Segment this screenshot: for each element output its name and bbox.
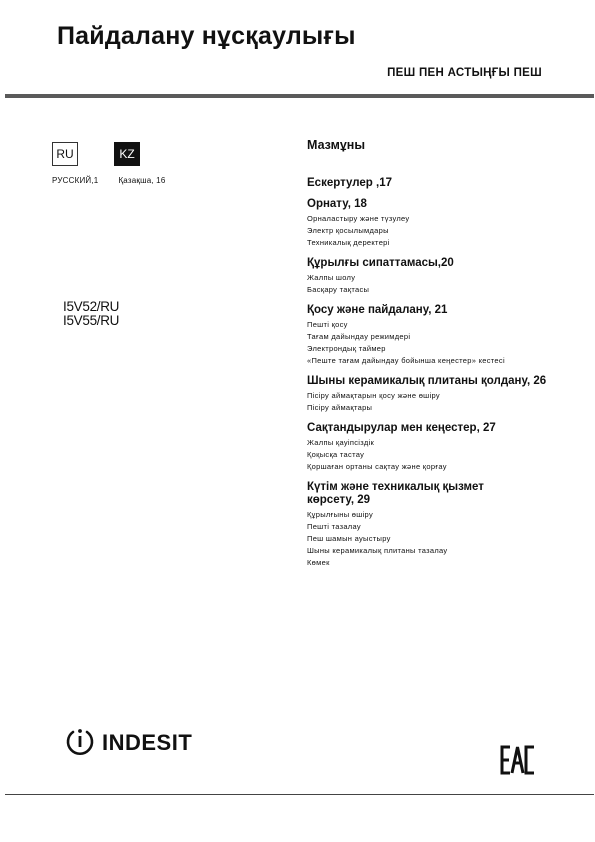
toc-section-title: Орнату, 18 — [307, 198, 367, 210]
toc-item: «Пеште тағам дайындау бойынша кеңестер» кестесі — [307, 356, 505, 365]
toc-item: Электрондық таймер — [307, 344, 386, 353]
toc-section — [307, 422, 557, 473]
toc-item: Пешті қосу — [307, 320, 348, 329]
toc-item: Электр қосылымдары — [307, 226, 389, 235]
toc-sections — [307, 177, 557, 569]
model-number: I5V52/RU — [63, 299, 120, 314]
toc-item: Тағам дайындау режимдері — [307, 332, 411, 341]
toc-section — [307, 198, 557, 249]
toc-item: Қоқысқа тастау — [307, 450, 365, 459]
toc-item: Жалпы қауіпсіздік — [307, 438, 375, 447]
toc-item: Құрылғыны өшіру — [307, 510, 373, 519]
toc-section — [307, 304, 557, 367]
indesit-power-logo-icon — [64, 725, 96, 762]
toc-section-title: Қосу және пайдалану, 21 — [307, 304, 448, 316]
model-number: I5V55/RU — [63, 313, 120, 328]
toc-section-title: Құрылғы сипаттамасы,20 — [307, 257, 454, 269]
table-of-contents — [307, 138, 557, 577]
toc-item: Шыны керамикалық плитаны тазалау — [307, 546, 448, 555]
toc-section — [307, 177, 557, 190]
toc-section-title: Ескертулер ,17 — [307, 177, 393, 189]
footer-divider — [5, 794, 594, 795]
language-ru-badge: RU — [52, 142, 78, 166]
header-divider — [5, 94, 594, 98]
toc-item: Жалпы шолу — [307, 273, 356, 282]
toc-item: Техникалық деректері — [307, 238, 390, 247]
toc-item: Орналастыру және түзулеу — [307, 214, 410, 223]
indesit-logo — [64, 727, 192, 759]
toc-item: Басқару тақтасы — [307, 285, 370, 294]
toc-section-title: Шыны керамикалық плитаны қолдану, 26 — [307, 375, 547, 387]
toc-item: Көмек — [307, 558, 330, 567]
toc-section-title: Күтім және техникалық қызмет көрсету, 29 — [307, 481, 484, 506]
toc-section — [307, 375, 557, 414]
toc-item: Пісіру аймақтары — [307, 403, 373, 412]
language-kz-label: Қазақша, 16 — [118, 176, 166, 185]
toc-item: Пісіру аймақтарын қосу және өшіру — [307, 391, 440, 400]
eac-mark-icon — [500, 745, 536, 780]
model-numbers — [63, 300, 119, 328]
toc-item: Пеш шамын ауыстыру — [307, 534, 391, 543]
toc-section — [307, 481, 557, 569]
language-labels — [52, 176, 166, 185]
language-kz-badge: KZ — [114, 142, 140, 166]
toc-section-title: Сақтандырулар мен кеңестер, 27 — [307, 422, 496, 434]
language-ru-label: РУССКИЙ,1 — [52, 176, 99, 185]
toc-item: Пешті тазалау — [307, 522, 361, 531]
brand-name: INDESIT — [102, 730, 193, 755]
toc-heading: Мазмұны — [307, 138, 365, 152]
page-title: Пайдалану нұсқаулығы — [57, 22, 356, 50]
toc-item: Қоршаған ортаны сақтау және қорғау — [307, 462, 447, 471]
toc-section — [307, 257, 557, 296]
page-subtitle: ПЕШ ПЕН АСТЫҢҒЫ ПЕШ — [387, 67, 542, 79]
